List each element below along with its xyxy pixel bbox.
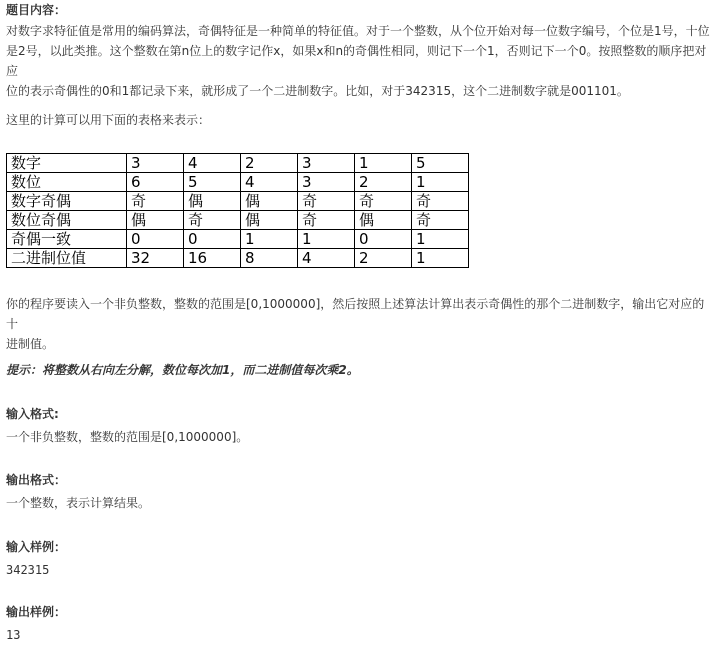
table-cell: 奇	[355, 192, 412, 211]
input-sample-value: 342315	[6, 563, 50, 577]
table-cell: 偶	[241, 211, 298, 230]
table-row-label: 二进制位值	[7, 249, 127, 268]
table-cell: 奇	[184, 211, 241, 230]
output-sample-value: 13	[6, 628, 21, 642]
table-cell: 6	[127, 173, 184, 192]
table-cell: 0	[184, 230, 241, 249]
table-cell: 4	[184, 154, 241, 173]
table-cell: 5	[184, 173, 241, 192]
description-line: 位的表示奇偶性的0和1都记录下来，就形成了一个二进制数字。比如，对于342315，这个二进制数字就是001101。	[6, 84, 629, 98]
table-cell: 3	[298, 173, 355, 192]
table-cell: 奇	[298, 211, 355, 230]
table-cell: 8	[241, 249, 298, 268]
table-row-label: 数字	[7, 154, 127, 173]
table-cell: 1	[241, 230, 298, 249]
table-cell: 奇	[127, 192, 184, 211]
table-cell: 偶	[184, 192, 241, 211]
table-intro: 这里的计算可以用下面的表格来表示：	[6, 113, 211, 127]
table-row	[7, 154, 469, 173]
table-row-label: 数位	[7, 173, 127, 192]
description-line: 是2号，以此类推。这个整数在第n位上的数字记作x，如果x和n的奇偶性相同，则记下一个1，否则记下一个0。按照整数的顺序把对应	[6, 44, 707, 78]
table-cell: 偶	[127, 211, 184, 230]
output-sample-title: 输出样例：	[6, 605, 67, 619]
table-cell: 3	[127, 154, 184, 173]
table-cell: 1	[355, 154, 412, 173]
table-row	[7, 192, 469, 211]
table-cell: 2	[241, 154, 298, 173]
table-cell: 32	[127, 249, 184, 268]
table-row-label: 数字奇偶	[7, 192, 127, 211]
table-row-label: 数位奇偶	[7, 211, 127, 230]
table-row	[7, 211, 469, 230]
table-cell: 4	[241, 173, 298, 192]
task-line: 进制值。	[6, 337, 55, 351]
task-description	[6, 294, 712, 354]
table-cell: 奇	[412, 211, 469, 230]
input-format-title: 输入格式:	[6, 407, 59, 421]
hint-text: 提示：将整数从右向左分解，数位每次加1，而二进制值每次乘2。	[6, 363, 359, 377]
calculation-table	[6, 153, 469, 268]
task-line: 你的程序要读入一个非负整数，整数的范围是[0,1000000]，然后按照上述算法计算出表示奇偶性的那个二进制数字，输出它对应的十	[6, 297, 705, 331]
table-cell: 1	[412, 173, 469, 192]
table-cell: 0	[127, 230, 184, 249]
problem-description	[6, 21, 712, 101]
table-cell: 1	[298, 230, 355, 249]
table-cell: 奇	[412, 192, 469, 211]
table-cell: 4	[298, 249, 355, 268]
table-row	[7, 173, 469, 192]
output-format-text: 一个整数，表示计算结果。	[6, 496, 151, 510]
table-cell: 2	[355, 173, 412, 192]
table-row	[7, 249, 469, 268]
table-cell: 偶	[355, 211, 412, 230]
table-cell: 0	[355, 230, 412, 249]
table-cell: 1	[412, 249, 469, 268]
table-cell: 2	[355, 249, 412, 268]
input-format-text: 一个非负整数，整数的范围是[0,1000000]。	[6, 430, 249, 444]
output-format-title: 输出格式：	[6, 473, 67, 487]
table-cell: 5	[412, 154, 469, 173]
input-sample-title: 输入样例：	[6, 540, 67, 554]
description-line: 对数字求特征值是常用的编码算法，奇偶特征是一种简单的特征值。对于一个整数，从个位开始对每一位数字编号，个位是1号，十位	[6, 24, 710, 38]
table-row	[7, 230, 469, 249]
table-cell: 偶	[241, 192, 298, 211]
table-cell: 奇	[298, 192, 355, 211]
table-cell: 16	[184, 249, 241, 268]
table-cell: 3	[298, 154, 355, 173]
table-cell: 1	[412, 230, 469, 249]
table-row-label: 奇偶一致	[7, 230, 127, 249]
problem-title: 题目内容：	[6, 3, 67, 17]
